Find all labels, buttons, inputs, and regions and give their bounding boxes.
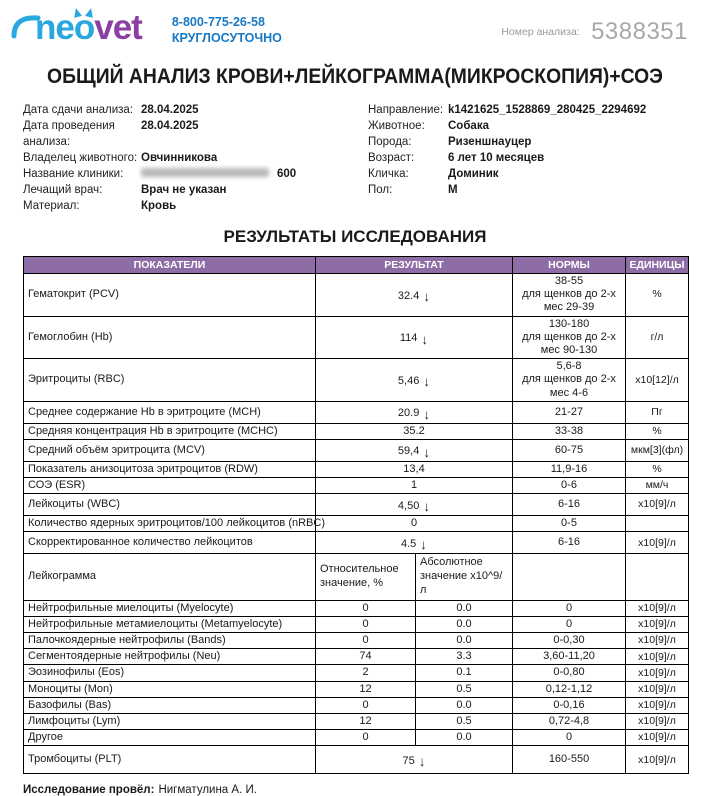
metadata-value: М <box>448 184 458 196</box>
down-arrow-icon: ↓ <box>420 537 428 553</box>
table-row <box>24 665 689 681</box>
unit-cell: x10[9]/л <box>626 714 689 730</box>
metadata-row <box>23 118 368 150</box>
result-value: 32.4 <box>397 289 420 302</box>
column-header-norms: НОРМЫ <box>513 257 626 274</box>
relative-value-cell: 74 <box>316 649 416 665</box>
indicator-name-cell: Скорректированное количество лейкоцитов <box>24 532 316 554</box>
result-cell <box>316 516 513 532</box>
indicator-name-cell: Палочкоядерные нейтрофилы (Bands) <box>24 633 316 649</box>
relative-value-cell: 12 <box>316 714 416 730</box>
norm-line: 11,9-16 <box>550 462 588 475</box>
performed-by-value: Нигматулина А. И. <box>158 784 257 796</box>
metadata-value: Овчинникова <box>141 152 218 164</box>
metadata-value: 28.04.2025 <box>141 120 199 132</box>
norm-cell <box>513 714 626 730</box>
indicator-name-cell: Лейкограмма <box>24 554 316 600</box>
indicator-name-cell: Моноциты (Mon) <box>24 681 316 697</box>
norm-line: для щенков до 2-х <box>522 330 616 343</box>
norm-line: 0 <box>565 601 573 614</box>
analysis-number-block <box>501 18 688 46</box>
relative-value-cell: 0 <box>316 616 416 632</box>
result-value: 114 <box>399 332 418 345</box>
results-table <box>23 256 689 774</box>
indicator-name-cell: СОЭ (ESR) <box>24 478 316 494</box>
metadata-value: Ризеншнауцер <box>448 136 532 148</box>
absolute-value-cell: 0.0 <box>416 633 513 649</box>
table-row <box>24 478 689 494</box>
norm-line: 0-0,16 <box>553 698 585 711</box>
down-arrow-icon: ↓ <box>423 374 431 390</box>
metadata-value <box>141 166 296 182</box>
absolute-value-cell: 0.0 <box>416 697 513 713</box>
redacted-clinic-name <box>141 168 269 177</box>
norm-line: 60-75 <box>554 443 584 456</box>
norm-line: для щенков до 2-х <box>522 288 616 301</box>
unit-cell: x10[9]/л <box>626 649 689 665</box>
result-cell <box>316 401 513 423</box>
indicator-name-cell: Лимфоциты (Lym) <box>24 714 316 730</box>
result-cell <box>316 746 513 774</box>
norm-line: 33-38 <box>554 424 584 437</box>
metadata-label: Лечащий врач: <box>23 184 103 196</box>
table-row <box>24 714 689 730</box>
unit-cell: x10[9]/л <box>626 616 689 632</box>
relative-value-cell: 0 <box>316 697 416 713</box>
norm-line: 5,6-8 <box>556 360 582 373</box>
relative-value-cell: 12 <box>316 681 416 697</box>
result-cell <box>316 478 513 494</box>
norm-line: 0 <box>565 731 573 744</box>
unit-cell: % <box>626 274 689 317</box>
norm-cell <box>513 554 626 600</box>
norm-line: 0,72-4,8 <box>548 715 590 727</box>
indicator-name-cell: Нейтрофильные метамиелоциты (Metamyelocyte) <box>24 616 316 632</box>
unit-cell: x10[9]/л <box>626 494 689 516</box>
result-cell <box>316 359 513 402</box>
table-row <box>24 600 689 616</box>
norm-cell <box>513 649 626 665</box>
norm-cell <box>513 359 626 402</box>
unit-cell: x10[12]/л <box>626 359 689 402</box>
norm-line: мес 4-6 <box>549 386 589 399</box>
down-arrow-icon: ↓ <box>423 444 431 460</box>
norm-line: 0-6 <box>561 479 577 492</box>
norm-cell <box>513 516 626 532</box>
table-row <box>24 554 689 600</box>
column-header-indicators: ПОКАЗАТЕЛИ <box>24 257 316 274</box>
norm-line: 0-0,80 <box>553 666 585 679</box>
norm-cell <box>513 461 626 477</box>
norm-line: для щенков до 2-х <box>522 373 616 386</box>
down-arrow-icon: ↓ <box>421 331 429 347</box>
results-section-title: РЕЗУЛЬТАТЫ ИССЛЕДОВАНИЯ <box>223 227 487 246</box>
indicator-name-cell: Среднее содержание Hb в эритроците (MCH) <box>24 401 316 423</box>
column-header-result: РЕЗУЛЬТАТ <box>316 257 513 274</box>
metadata-value: Кровь <box>141 200 177 212</box>
metadata-value: 6 лет 10 месяцев <box>448 152 545 164</box>
metadata-label: Порода: <box>368 136 412 148</box>
report-header <box>0 0 710 48</box>
unit-cell: x10[9]/л <box>626 746 689 774</box>
metadata-label: Пол: <box>368 184 393 196</box>
unit-cell: % <box>626 423 689 439</box>
unit-cell: Пг <box>626 401 689 423</box>
metadata-label: Владелец животного: <box>23 152 138 164</box>
norm-cell <box>513 746 626 774</box>
result-cell <box>316 494 513 516</box>
metadata-value: 28.04.2025 <box>141 104 199 116</box>
down-arrow-icon: ↓ <box>423 406 431 422</box>
table-row <box>24 681 689 697</box>
unit-cell <box>626 516 689 532</box>
norm-line: 3,60-11,20 <box>543 650 595 663</box>
down-arrow-icon: ↓ <box>423 289 431 305</box>
indicator-name-cell: Эозинофилы (Eos) <box>24 665 316 681</box>
indicator-name-cell: Гемоглобин (Hb) <box>24 316 316 359</box>
unit-cell: мкм[3](фл) <box>626 439 689 461</box>
relative-value-cell: 0 <box>316 633 416 649</box>
norm-cell <box>513 274 626 317</box>
result-value: 1 <box>410 479 418 492</box>
table-header-row <box>24 257 689 274</box>
table-row <box>24 697 689 713</box>
unit-cell: % <box>626 461 689 477</box>
norm-cell <box>513 423 626 439</box>
result-cell <box>316 532 513 554</box>
table-row <box>24 274 689 317</box>
result-value: 4.5 <box>400 537 417 550</box>
phone-subtitle: КРУГЛОСУТОЧНО <box>171 31 282 46</box>
metadata-row <box>368 134 687 150</box>
norm-cell <box>513 697 626 713</box>
table-row <box>24 359 689 402</box>
metadata-label: Возраст: <box>368 152 415 164</box>
norm-cell <box>513 316 626 359</box>
table-row <box>24 461 689 477</box>
result-value: 4,50 <box>397 499 420 512</box>
unit-cell: г/л <box>626 316 689 359</box>
table-row <box>24 649 689 665</box>
unit-cell <box>626 554 689 600</box>
norm-line: 21-27 <box>554 405 584 418</box>
unit-cell: x10[9]/л <box>626 681 689 697</box>
logo-text-neo: neo <box>35 8 95 47</box>
result-cell <box>316 274 513 317</box>
metadata-row <box>368 102 687 118</box>
metadata-label: Название клиники: <box>23 168 124 180</box>
metadata-left-column <box>23 102 368 214</box>
table-row <box>24 316 689 359</box>
unit-cell: x10[9]/л <box>626 532 689 554</box>
absolute-value-cell: 0.5 <box>416 681 513 697</box>
metadata-value-text: 600 <box>277 168 297 180</box>
metadata-value: Доминик <box>448 168 499 180</box>
neovet-logo <box>10 8 142 48</box>
metadata-row <box>23 198 368 214</box>
phone-number: 8-800-775-26-58 <box>171 15 265 29</box>
performed-by-label: Исследование провёл: <box>23 784 155 796</box>
page-title: ОБЩИЙ АНАЛИЗ КРОВИ+ЛЕЙКОГРАММА(МИКРОСКОПИЯ)+СОЭ <box>47 64 663 88</box>
table-row <box>24 730 689 746</box>
table-row <box>24 532 689 554</box>
norm-line: мес 90-130 <box>540 343 598 356</box>
analysis-number-value: 5388351 <box>591 18 688 45</box>
result-cell <box>316 439 513 461</box>
result-cell <box>316 423 513 439</box>
norm-cell <box>513 730 626 746</box>
norm-line: 6-16 <box>557 536 581 549</box>
indicator-name-cell: Нейтрофильные миелоциты (Myelocyte) <box>24 600 316 616</box>
norm-cell <box>513 633 626 649</box>
result-cell <box>316 461 513 477</box>
norm-cell <box>513 616 626 632</box>
results-table-body <box>24 274 689 774</box>
metadata-row <box>23 182 368 198</box>
absolute-value-cell: 0.0 <box>416 600 513 616</box>
table-row <box>24 423 689 439</box>
norm-cell <box>513 439 626 461</box>
unit-cell: x10[9]/л <box>626 730 689 746</box>
result-value: 5,46 <box>397 374 420 387</box>
relative-value-cell: 0 <box>316 730 416 746</box>
analysis-number-label: Номер анализа: <box>501 26 580 38</box>
metadata-label: Кличка: <box>368 168 409 180</box>
result-value: 13,4 <box>403 462 425 475</box>
table-row <box>24 494 689 516</box>
norm-line: 6-16 <box>557 498 581 511</box>
table-row <box>24 401 689 423</box>
unit-cell: x10[9]/л <box>626 600 689 616</box>
result-value: 35.2 <box>403 424 425 437</box>
unit-cell: мм/ч <box>626 478 689 494</box>
norm-cell <box>513 681 626 697</box>
norm-line: 38-55 <box>554 275 584 287</box>
down-arrow-icon: ↓ <box>418 754 426 770</box>
column-header-units: ЕДИНИЦЫ <box>626 257 689 274</box>
metadata-row <box>23 166 368 182</box>
relative-value-cell: 2 <box>316 665 416 681</box>
indicator-name-cell: Сегментоядерные нейтрофилы (Neu) <box>24 649 316 665</box>
relative-value-cell: 0 <box>316 600 416 616</box>
table-row <box>24 746 689 774</box>
table-row <box>24 439 689 461</box>
indicator-name-cell: Средний объём эритроцита (MCV) <box>24 439 316 461</box>
indicator-name-cell: Средняя концентрация Hb в эритроците (MCHC) <box>24 423 316 439</box>
metadata-row <box>368 150 687 166</box>
metadata-row <box>368 182 687 198</box>
absolute-value-cell: 0.1 <box>416 665 513 681</box>
table-row <box>24 616 689 632</box>
indicator-name-cell: Количество ядерных эритроцитов/100 лейкоцитов (nRBC) <box>24 516 316 532</box>
metadata-label: Направление: <box>368 104 444 116</box>
logo-text-vet: vet <box>94 8 142 47</box>
phone-block <box>172 14 282 47</box>
metadata-value: Врач не указан <box>141 184 227 196</box>
absolute-value-cell: 0.5 <box>416 714 513 730</box>
norm-cell <box>513 494 626 516</box>
metadata-row <box>368 166 687 182</box>
result-value: 20.9 <box>397 407 420 420</box>
norm-cell <box>513 665 626 681</box>
norm-cell <box>513 478 626 494</box>
result-value: 0 <box>410 517 418 530</box>
unit-cell: x10[9]/л <box>626 697 689 713</box>
relative-value-header-cell: Относительное значение, % <box>316 554 416 600</box>
metadata-section <box>0 102 710 214</box>
report-footer <box>0 774 710 796</box>
metadata-row <box>368 118 687 134</box>
down-arrow-icon: ↓ <box>423 499 431 515</box>
unit-cell: x10[9]/л <box>626 633 689 649</box>
norm-line: 130-180 <box>548 317 590 330</box>
norm-line: 0-0,30 <box>553 634 585 647</box>
table-row <box>24 516 689 532</box>
indicator-name-cell: Тромбоциты (PLT) <box>24 746 316 774</box>
metadata-label: Дата проведения анализа: <box>23 120 115 148</box>
metadata-row <box>23 150 368 166</box>
absolute-value-cell: 3.3 <box>416 649 513 665</box>
norm-cell <box>513 532 626 554</box>
absolute-value-cell: 0.0 <box>416 616 513 632</box>
norm-line: 0 <box>565 617 573 630</box>
metadata-label: Животное: <box>368 120 425 132</box>
metadata-label: Материал: <box>23 200 80 212</box>
table-row <box>24 633 689 649</box>
indicator-name-cell: Другое <box>24 730 316 746</box>
indicator-name-cell: Эритроциты (RBC) <box>24 359 316 402</box>
metadata-row <box>23 102 368 118</box>
metadata-value: k1421625_1528869_280425_2294692 <box>448 104 647 116</box>
metadata-label: Дата сдачи анализа: <box>23 104 134 116</box>
norm-line: мес 29-39 <box>543 301 595 314</box>
result-value: 59,4 <box>397 445 420 458</box>
absolute-value-cell: 0.0 <box>416 730 513 746</box>
indicator-name-cell: Показатель анизоцитоза эритроцитов (RDW) <box>24 461 316 477</box>
norm-line: 0,12-1,12 <box>545 682 593 695</box>
result-cell <box>316 316 513 359</box>
unit-cell: x10[9]/л <box>626 665 689 681</box>
norm-cell <box>513 600 626 616</box>
absolute-value-header-cell: Абсолютное значение x10^9/л <box>416 554 513 600</box>
norm-cell <box>513 401 626 423</box>
indicator-name-cell: Гематокрит (PCV) <box>24 274 316 317</box>
norm-line: 0-5 <box>561 517 577 530</box>
indicator-name-cell: Лейкоциты (WBC) <box>24 494 316 516</box>
result-value: 75 <box>402 754 415 767</box>
metadata-right-column <box>368 102 687 214</box>
norm-line: 160-550 <box>548 753 590 766</box>
metadata-value: Собака <box>448 120 489 132</box>
indicator-name-cell: Базофилы (Bas) <box>24 697 316 713</box>
